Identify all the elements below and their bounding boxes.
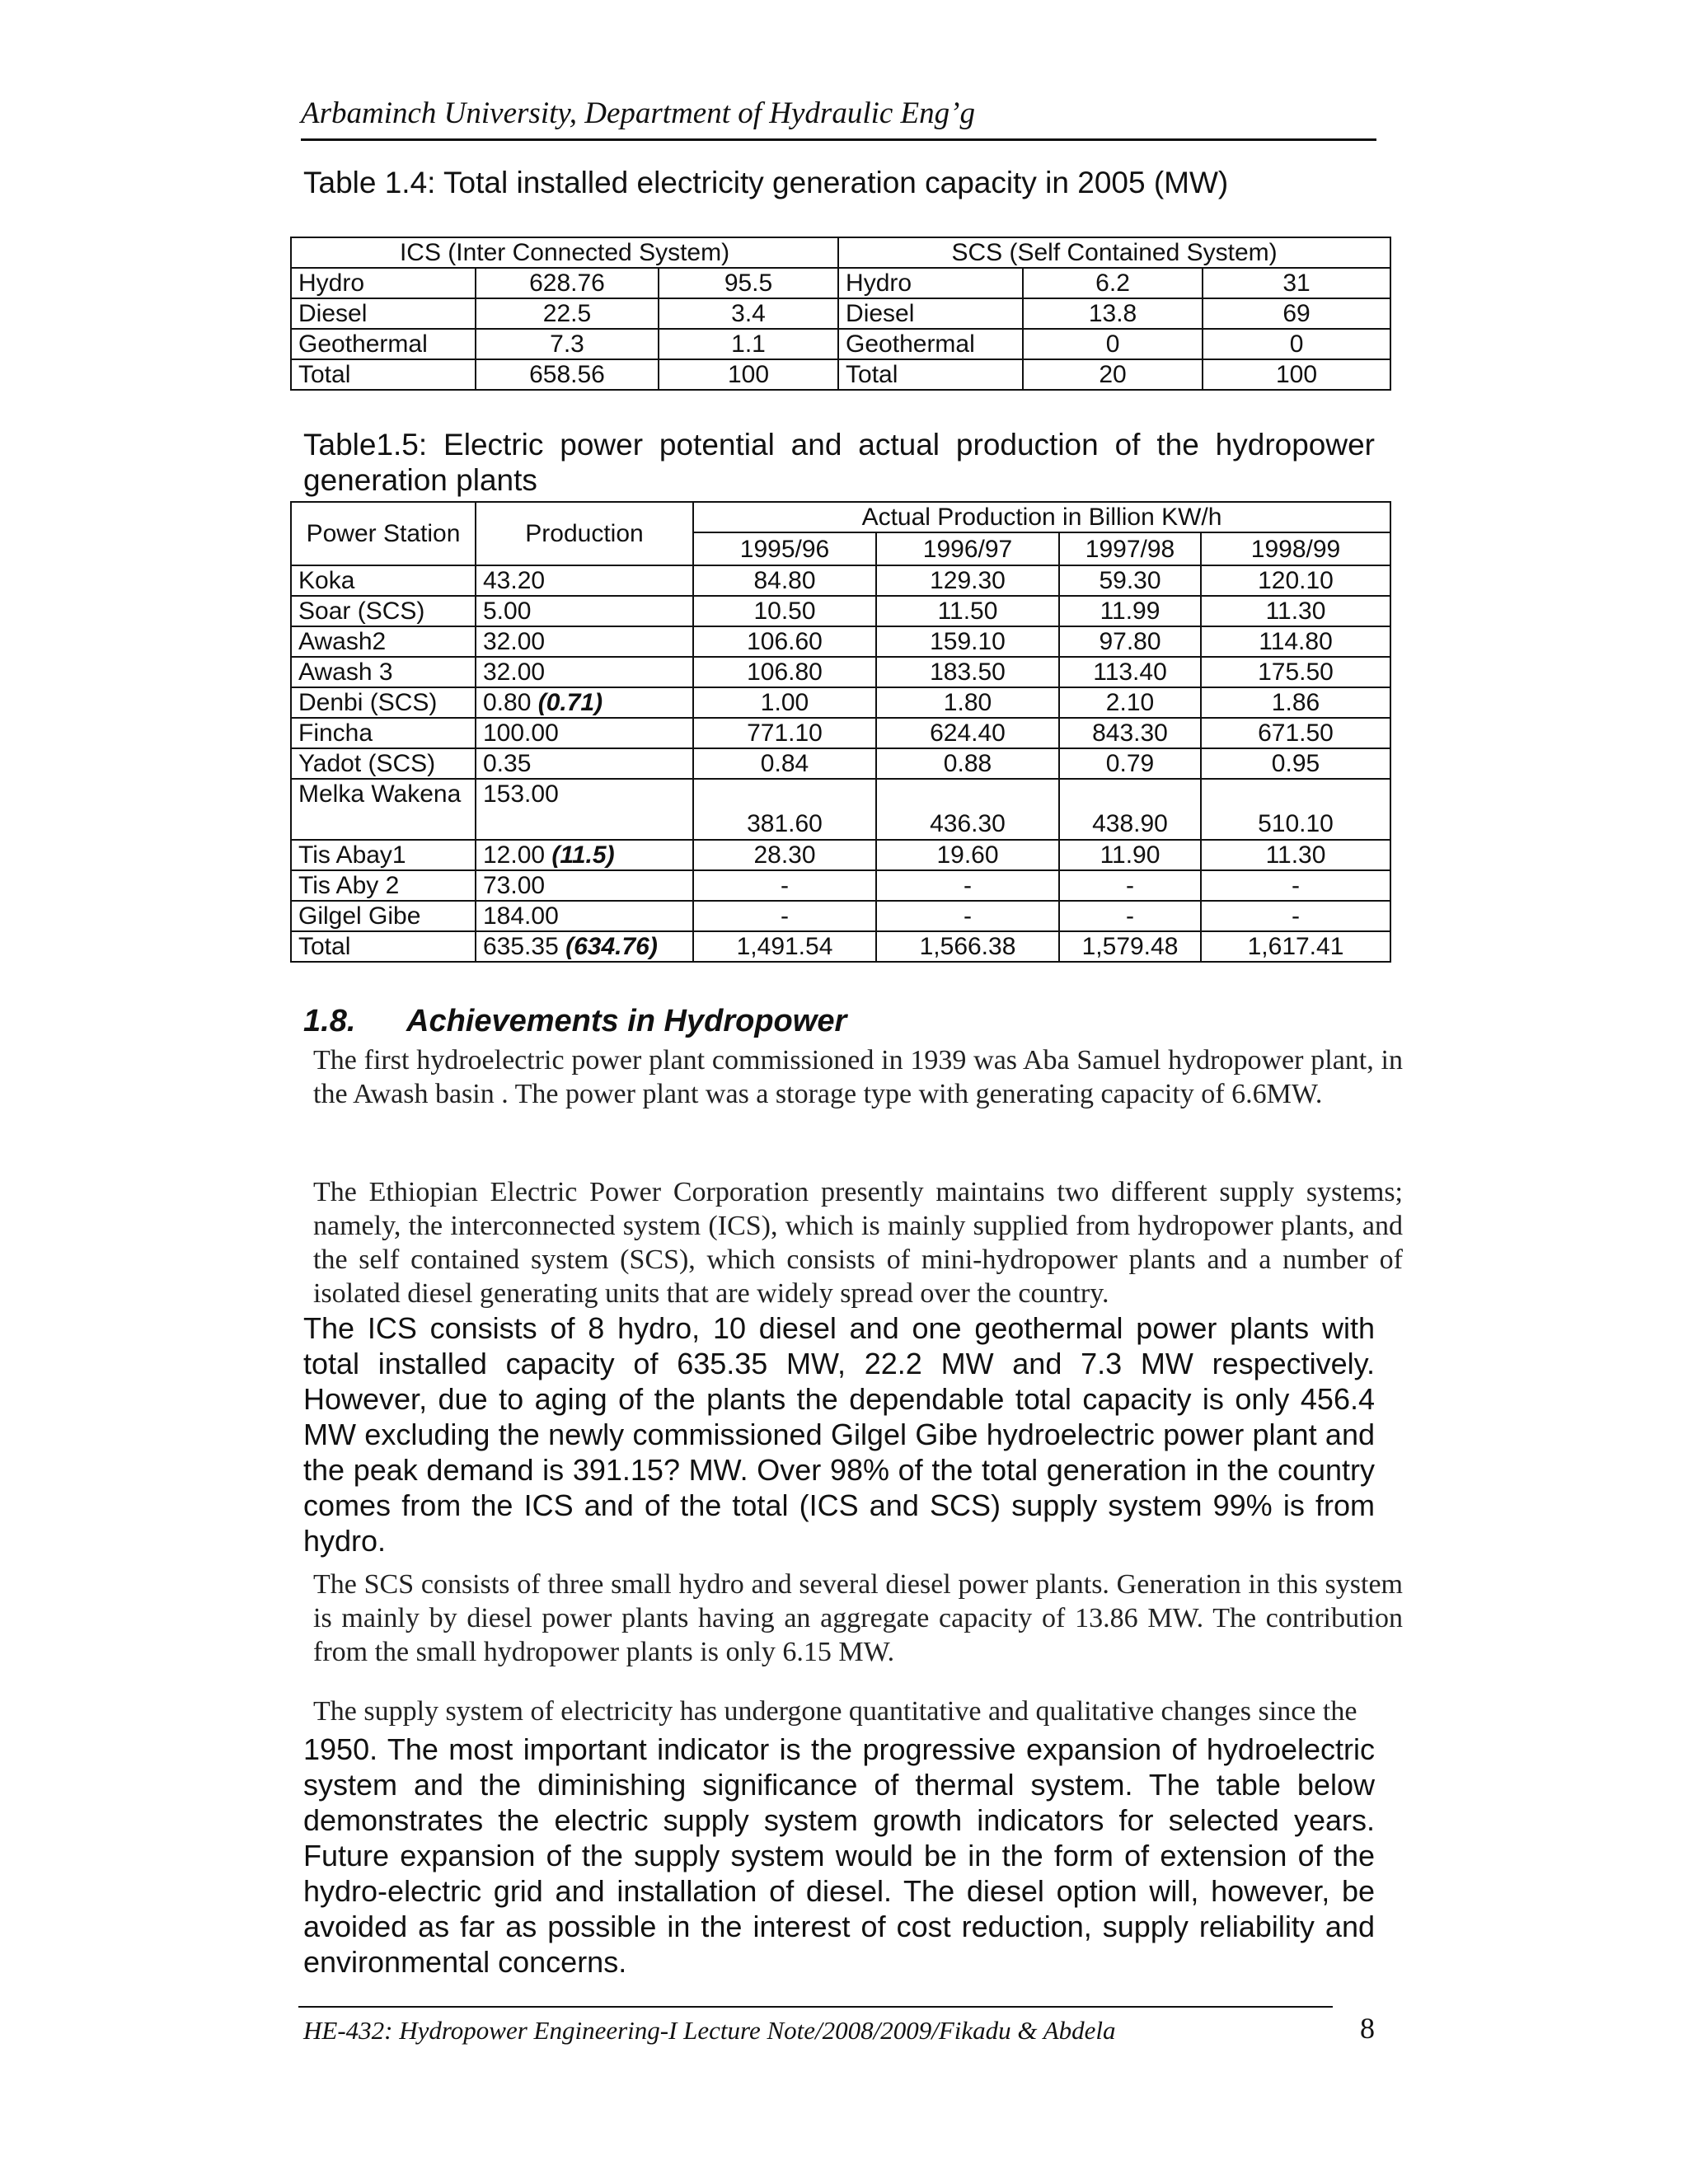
table-cell: Diesel [838,298,1023,329]
production-cell [476,565,693,596]
header-text: Arbaminch University, Department of Hydraulic Eng’g [301,96,975,130]
production-year-cell: 106.80 [693,657,876,687]
actual-production-header: Actual Production in Billion KW/h [693,502,1390,532]
section-title: Achievements in Hydropower [406,1004,847,1038]
table-row [291,298,1390,329]
table-row [291,748,1390,779]
production-year-cell: 129.30 [876,565,1059,596]
production-year-cell: 1.86 [1201,687,1390,718]
station-name-cell: Koka [291,565,476,596]
station-name-cell: Fincha [291,718,476,748]
table-cell: 20 [1023,359,1203,390]
station-name-cell: Awash2 [291,626,476,657]
production-year-cell: 28.30 [693,840,876,870]
production-year-cell: 1.00 [693,687,876,718]
station-name-cell: Total [291,931,476,962]
section-number: 1.8. [303,1004,356,1038]
power-station-header: Power Station [291,502,476,565]
table-1-5 [290,501,1391,963]
production-year-cell: 120.10 [1201,565,1390,596]
station-name-cell: Tis Aby 2 [291,870,476,901]
production-year-cell: 84.80 [693,565,876,596]
production-year-cell: 11.99 [1059,596,1201,626]
production-value: 0.80 [483,689,532,716]
year-header: 1998/99 [1201,532,1390,565]
production-year-cell: 436.30 [876,779,1059,840]
table-row [291,565,1390,596]
production-year-cell: - [876,870,1059,901]
table-cell: 100 [659,359,838,390]
production-year-cell: 175.50 [1201,657,1390,687]
production-year-cell: 381.60 [693,779,876,840]
production-year-cell: 0.84 [693,748,876,779]
production-year-cell: 11.30 [1201,840,1390,870]
station-name-cell: Yadot (SCS) [291,748,476,779]
production-year-cell: 19.60 [876,840,1059,870]
production-year-cell: 159.10 [876,626,1059,657]
production-value: 184.00 [483,902,559,930]
table-1-4 [290,237,1391,391]
production-year-cell: 1.80 [876,687,1059,718]
table-cell: 3.4 [659,298,838,329]
table-cell: 0 [1203,329,1390,359]
station-name-cell: Gilgel Gibe [291,901,476,931]
station-name-cell: Denbi (SCS) [291,687,476,718]
production-year-cell: - [876,901,1059,931]
production-year-cell: 0.95 [1201,748,1390,779]
production-header: Production [476,502,693,565]
table-cell: 0 [1023,329,1203,359]
production-year-cell: 11.30 [1201,596,1390,626]
production-note: (634.76) [565,933,658,960]
production-year-cell: 1,491.54 [693,931,876,962]
table-cell: Total [838,359,1023,390]
table-row [291,901,1390,931]
table-row [291,687,1390,718]
table-row [291,596,1390,626]
page-number: 8 [1360,2012,1375,2045]
year-header: 1996/97 [876,532,1059,565]
table-row [291,329,1390,359]
production-year-cell: 1,566.38 [876,931,1059,962]
table-cell: Geothermal [291,329,476,359]
table-row [291,870,1390,901]
production-year-cell: 1,579.48 [1059,931,1201,962]
production-value: 153.00 [483,780,559,808]
footer-text: HE-432: Hydropower Engineering-I Lecture Note/2008/2009/Fikadu & Abdela [303,2016,1116,2045]
table-1-5-caption: Table1.5: Electric power potential and actual production of the hydropower generation plants [303,428,1375,497]
paragraph-supply-changes-start: The supply system of electricity has undergone quantitative and qualitative changes since the [313,1696,1357,1727]
production-year-cell: - [1059,870,1201,901]
production-year-cell: 113.40 [1059,657,1201,687]
table-row-total [291,359,1390,390]
production-year-cell: 0.79 [1059,748,1201,779]
year-header: 1995/96 [693,532,876,565]
table-cell: Hydro [291,268,476,298]
production-year-cell: 59.30 [1059,565,1201,596]
table-header-row [291,502,1390,532]
production-value: 100.00 [483,719,559,747]
table-row [291,626,1390,657]
production-cell [476,748,693,779]
table-cell: 69 [1203,298,1390,329]
production-year-cell: 11.50 [876,596,1059,626]
table-cell: 95.5 [659,268,838,298]
production-cell [476,596,693,626]
paragraph-eepco-supply-systems: The Ethiopian Electric Power Corporation presently maintains two different supply systems; namely, the interconnected system (ICS), which is mainly supplied from hydropower plants, and the self contained system (SCS), which consists of mini-hydropower plants and a number of isolated diesel generating units that are widely spread over the country. [313,1177,1403,1309]
production-value: 12.00 [483,841,546,869]
production-year-cell: 2.10 [1059,687,1201,718]
production-year-cell: 97.80 [1059,626,1201,657]
production-year-cell: 624.40 [876,718,1059,748]
table-cell: 7.3 [476,329,659,359]
production-year-cell: 843.30 [1059,718,1201,748]
production-value: 32.00 [483,658,546,686]
production-cell [476,840,693,870]
table-cell: 658.56 [476,359,659,390]
paragraph-scs: The SCS consists of three small hydro and several diesel power plants. Generation in this system is mainly by diesel power plants having an aggregate capacity of 13.86 MW. The contribution from the small hydropower plants is only 6.15 MW. [313,1569,1403,1667]
production-cell [476,718,693,748]
production-year-cell: 10.50 [693,596,876,626]
production-cell [476,931,693,962]
production-cell [476,687,693,718]
production-note: (0.71) [537,689,603,716]
year-header: 1997/98 [1059,532,1201,565]
production-year-cell: 510.10 [1201,779,1390,840]
table-cell: Diesel [291,298,476,329]
production-year-cell: - [693,901,876,931]
table-cell: 6.2 [1023,268,1203,298]
production-year-cell: 114.80 [1201,626,1390,657]
section-heading [303,1004,846,1039]
production-cell [476,779,693,840]
table-1-4-caption: Table 1.4: Total installed electricity generation capacity in 2005 (MW) [303,166,1229,199]
station-name-cell: Awash 3 [291,657,476,687]
production-year-cell: 106.60 [693,626,876,657]
table-cell: Total [291,359,476,390]
paragraph-ics-capacity: The ICS consists of 8 hydro, 10 diesel and one geothermal power plants with total installed capacity of 635.35 MW, 22.2 MW and 7.3 MW respectively. However, due to aging of the plants the dependable total capacity is only 456.4 MW excluding the newly commissioned Gilgel Gibe hydroelectric power plant and the peak demand is 391.15? MW. Over 98% of the total generation in the country comes from the ICS and of the total (ICS and SCS) supply system 99% is from hydro. [303,1311,1375,1558]
production-cell [476,901,693,931]
production-year-cell: - [693,870,876,901]
production-year-cell: 1,617.41 [1201,931,1390,962]
production-value: 73.00 [483,872,546,899]
production-cell [476,657,693,687]
table-row [291,931,1390,962]
running-header [301,92,1376,141]
table-cell: 31 [1203,268,1390,298]
production-year-cell: - [1201,901,1390,931]
production-year-cell: 0.88 [876,748,1059,779]
table-1-5-body [291,565,1390,962]
production-year-cell: 11.90 [1059,840,1201,870]
production-value: 0.35 [483,750,532,777]
table-cell: 1.1 [659,329,838,359]
ics-header: ICS (Inter Connected System) [291,237,838,268]
production-year-cell: 183.50 [876,657,1059,687]
station-name-cell: Melka Wakena [291,779,476,840]
table-row [291,840,1390,870]
table-row [291,657,1390,687]
production-year-cell: 438.90 [1059,779,1201,840]
table-cell: Hydro [838,268,1023,298]
station-name-cell: Soar (SCS) [291,596,476,626]
production-value: 5.00 [483,598,532,625]
production-year-cell: - [1201,870,1390,901]
production-note: (11.5) [551,841,615,869]
table-cell: 100 [1203,359,1390,390]
production-year-cell: 671.50 [1201,718,1390,748]
production-year-cell: 771.10 [693,718,876,748]
paragraph-first-hydro-plant: The first hydroelectric power plant commissioned in 1939 was Aba Samuel hydropower plant, in the Awash basin . The power plant was a storage type with generating capacity of 6.6MW. [313,1045,1403,1109]
table-cell: 13.8 [1023,298,1203,329]
station-name-cell: Tis Abay1 [291,840,476,870]
production-cell [476,626,693,657]
production-value: 32.00 [483,628,546,655]
production-cell [476,870,693,901]
production-value: 635.35 [483,933,559,960]
scs-header: SCS (Self Contained System) [838,237,1390,268]
production-year-cell: - [1059,901,1201,931]
footer-rule [298,2006,1333,2008]
table-row [291,779,1390,840]
table-row [291,268,1390,298]
table-row [291,718,1390,748]
paragraph-supply-expansion: 1950. The most important indicator is the progressive expansion of hydroelectric system and the diminishing significance of thermal system. The table below demonstrates the electric supply system growth indicators for selected years. Future expansion of the supply system would be in the form of extension of the hydro-electric grid and installation of diesel. The diesel option will, however, be avoided as far as possible in the interest of cost reduction, supply reliability and environmental concerns. [303,1732,1375,1979]
table-header-row [291,237,1390,268]
table-cell: Geothermal [838,329,1023,359]
production-value: 43.20 [483,567,546,594]
table-cell: 628.76 [476,268,659,298]
table-cell: 22.5 [476,298,659,329]
